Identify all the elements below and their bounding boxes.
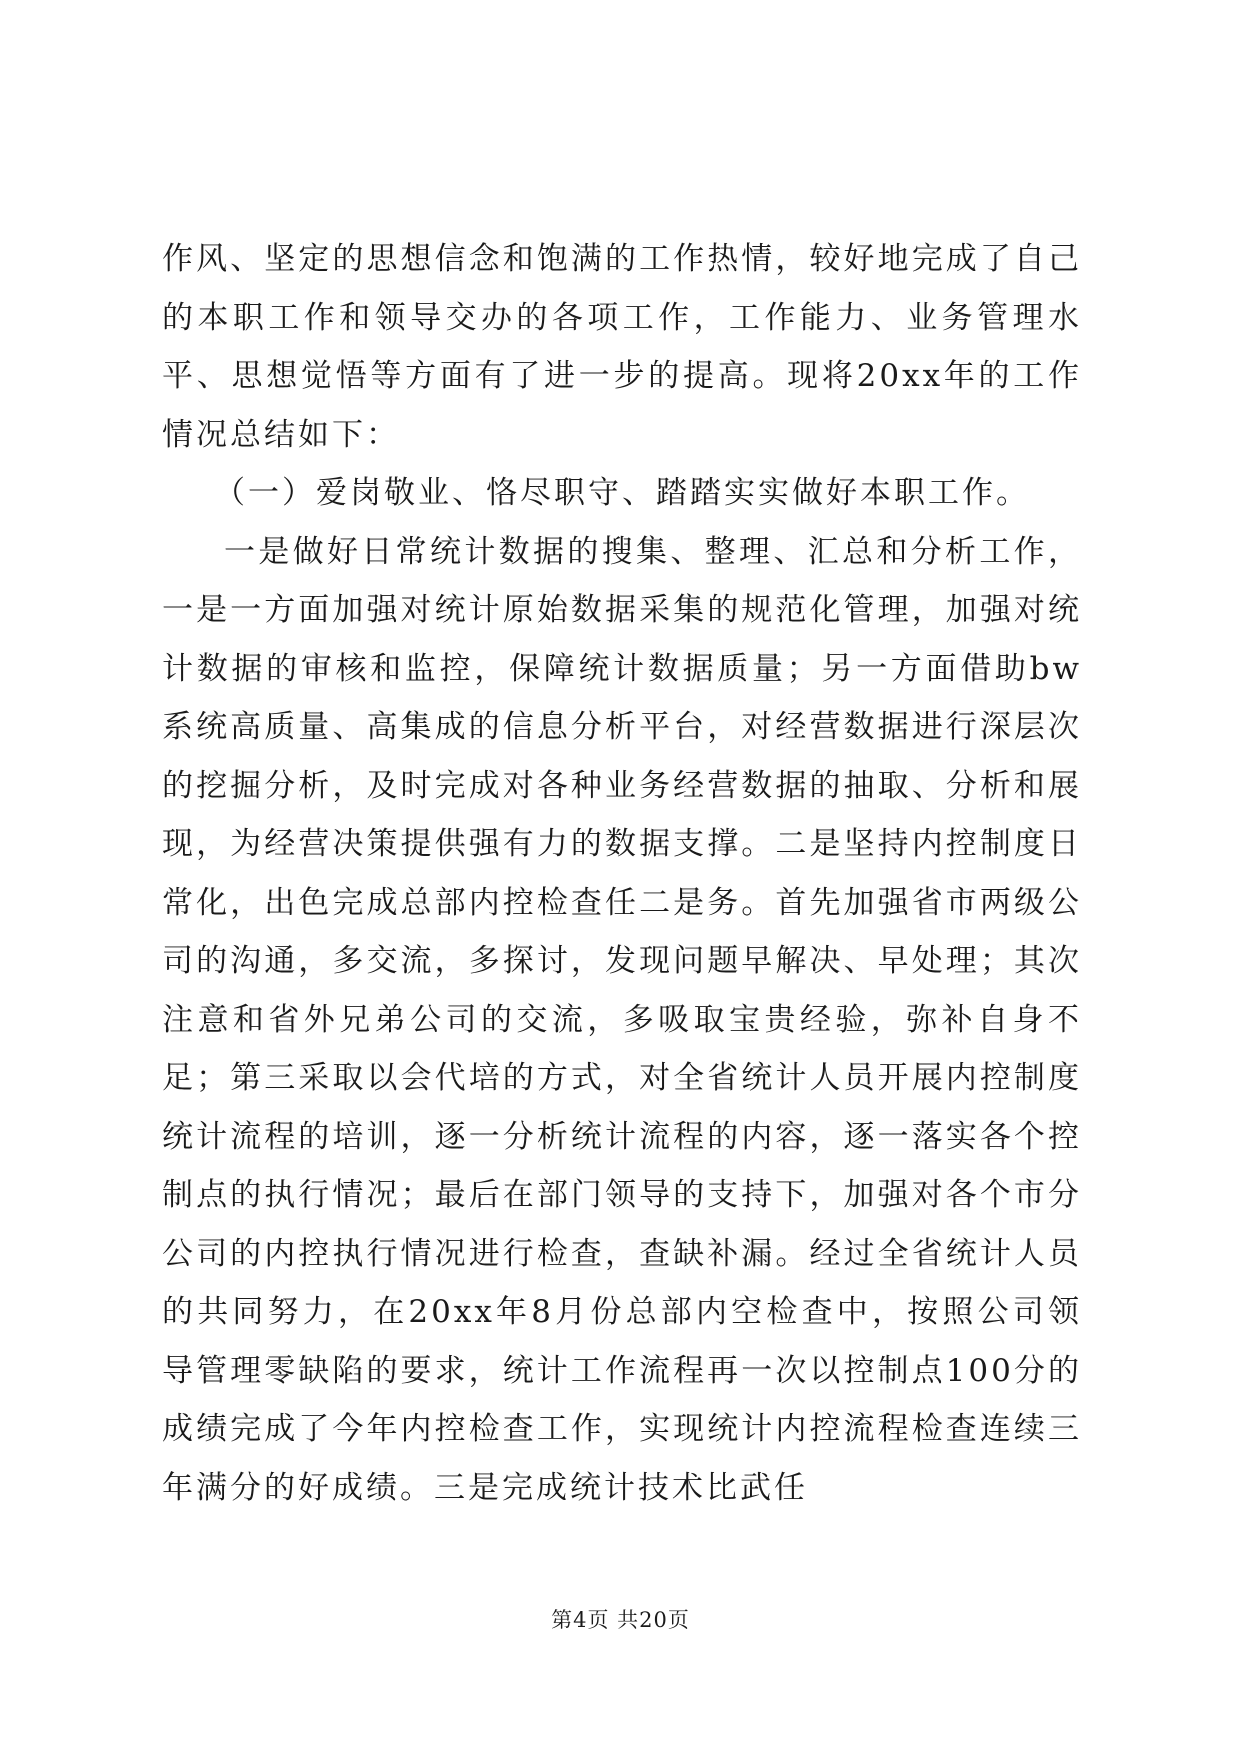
page-footer: 第4页 共20页 <box>551 1608 690 1632</box>
body-text <box>162 230 1082 1517</box>
paragraph-body: 一是做好日常统计数据的搜集、整理、汇总和分析工作，一是一方面加强对统计原始数据采集的规范化管理，加强对统计数据的审核和监控，保障统计数据质量；另一方面借助bw系统高质量、高集成的信息分析平台，对经营数据进行深层次的挖掘分析，及时完成对各种业务经营数据的抽取、分析和展现，为经营决策提供强有力的数据支撑。二是坚持内控制度日常化，出色完成总部内控检查任二是务。首先加强省市两级公司的沟通，多交流，多探讨，发现问题早解决、早处理；其次注意和省外兄弟公司的交流，多吸取宝贵经验，弥补自身不足；第三采取以会代培的方式，对全省统计人员开展内控制度统计流程的培训，逐一分析统计流程的内容，逐一落实各个控制点的执行情况；最后在部门领导的支持下，加强对各个市分公司的内控执行情况进行检查，查缺补漏。经过全省统计人员的共同努力，在20xx年8月份总部内空检查中，按照公司领导管理零缺陷的要求，统计工作流程再一次以控制点100分的成绩完成了今年内控检查工作，实现统计内控流程检查连续三年满分的好成绩。三是完成统计技术比武任 <box>162 533 1082 1506</box>
section-heading: （一）爱岗敬业、恪尽职守、踏踏实实做好本职工作。 <box>214 475 1030 511</box>
paragraph-continued: 作风、坚定的思想信念和饱满的工作热情，较好地完成了自己的本职工作和领导交办的各项工作，工作能力、业务管理水平、思想觉悟等方面有了进一步的提高。现将20xx年的工作情况总结如下： <box>162 241 1082 453</box>
